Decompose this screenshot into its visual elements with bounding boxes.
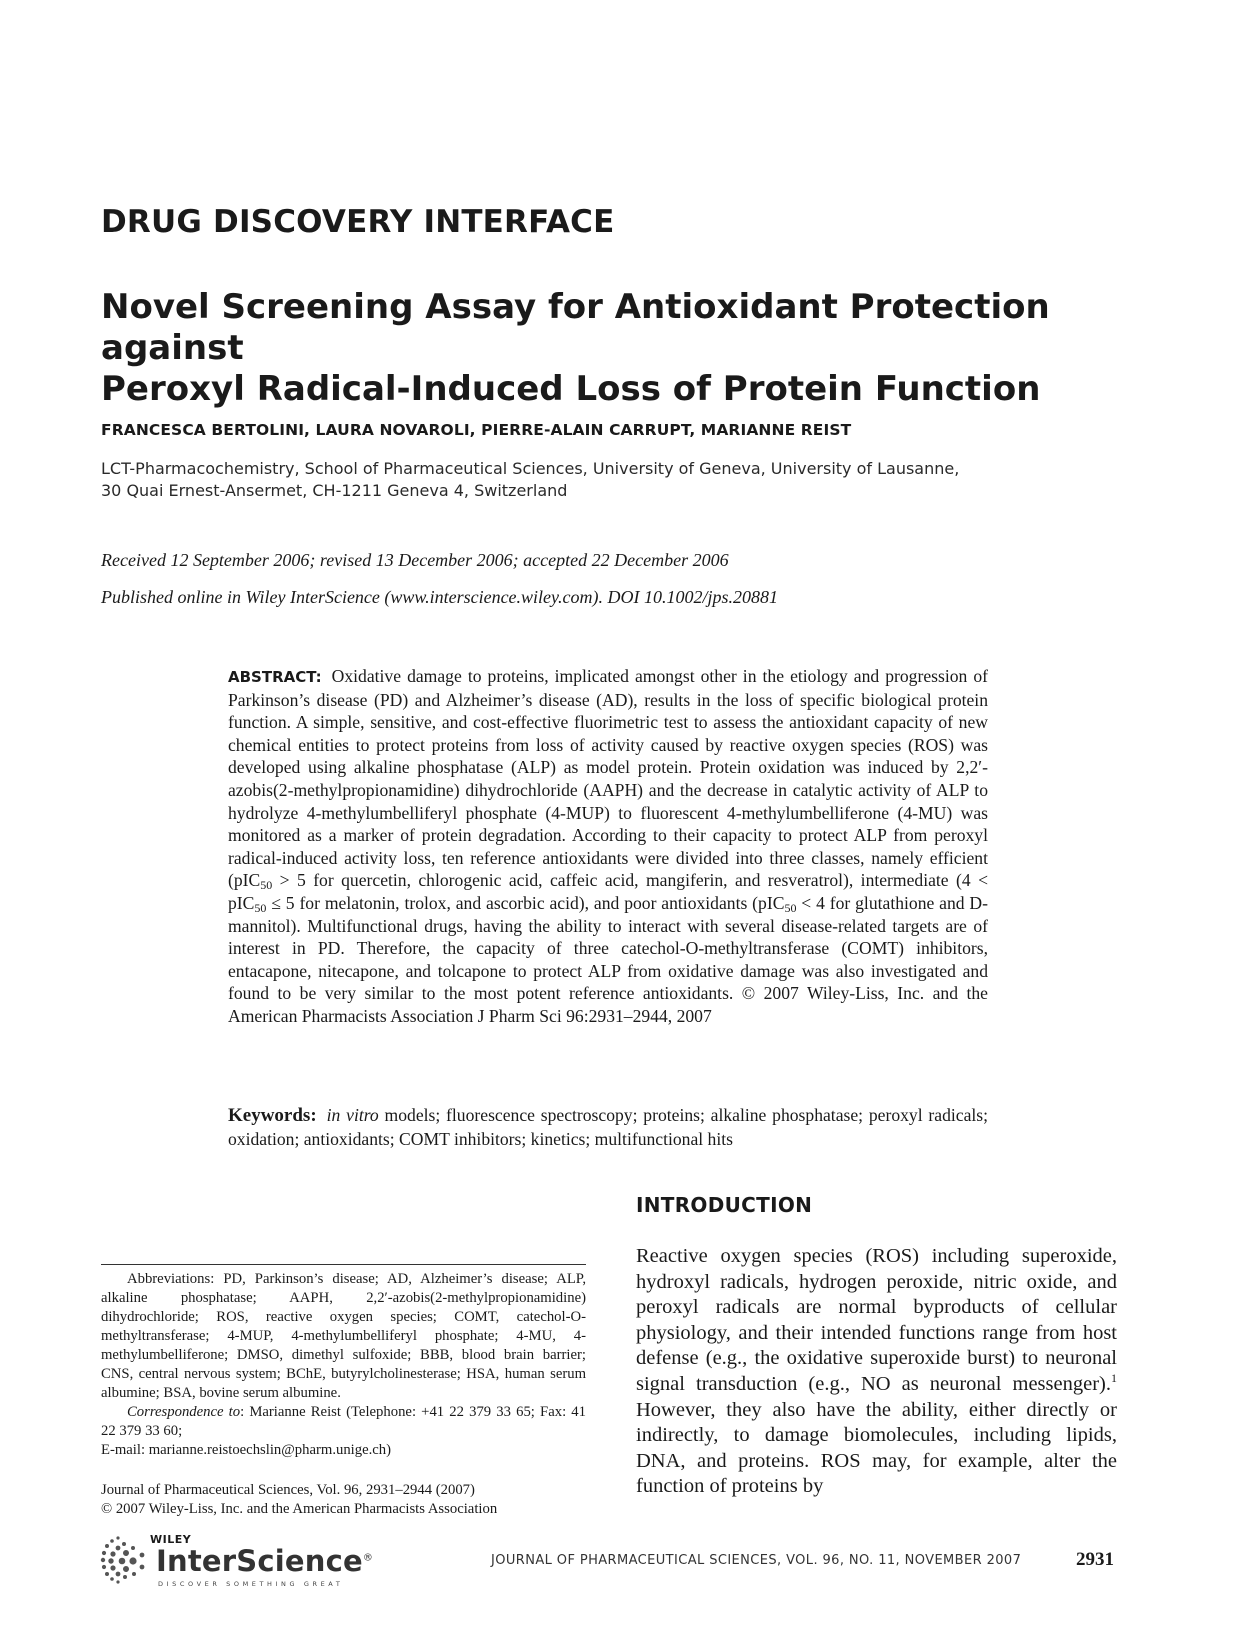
- page-number: 2931: [1076, 1549, 1114, 1570]
- logo-wiley: WILEY: [150, 1533, 192, 1546]
- subscript-50: 50: [784, 900, 797, 915]
- introduction-heading: INTRODUCTION: [636, 1193, 813, 1217]
- footnotes: [101, 1270, 586, 1460]
- article-title: [101, 287, 1111, 410]
- received-dates: Received 12 September 2006; revised 13 December 2006; accepted 22 December 2006: [101, 550, 729, 570]
- authors: FRANCESCA BERTOLINI, LAURA NOVAROLI, PIERRE-ALAIN CARRUPT, MARIANNE REIST: [101, 421, 852, 439]
- keywords: [228, 1104, 988, 1150]
- abstract-text-3: ≤ 5 for melatonin, trolox, and ascorbic acid), and poor antioxidants (pIC: [266, 892, 785, 913]
- registered-mark: ®: [362, 1552, 374, 1564]
- title-line-2: Peroxyl Radical-Induced Loss of Protein Function: [101, 369, 1041, 409]
- abstract: [228, 665, 988, 1028]
- correspondence-footnote: [101, 1403, 586, 1441]
- introduction-text: Reactive oxygen species (ROS) including superoxide, hydroxyl radicals, hydrogen peroxide, nitric oxide, and peroxyl radicals are normal byproducts of cellular physiology, and their intended functions range from host defense (e.g., the oxidative superoxide burst) to neuronal signal transduction (e.g., NO as neuronal messenger).: [636, 1245, 1117, 1395]
- keywords-label: Keywords:: [228, 1105, 317, 1126]
- correspondence-text: : Marianne Reist (Telephone: +41 22 379 33 65; Fax: 41 22 379 33 60;: [101, 1404, 586, 1439]
- email-line[interactable]: E-mail: marianne.reistoechslin@pharm.unige.ch): [101, 1442, 392, 1458]
- subscript-50: 50: [254, 900, 267, 915]
- logo-tagline: DISCOVER SOMETHING GREAT: [158, 1580, 344, 1588]
- affiliation-line-2: 30 Quai Ernest-Ansermet, CH-1211 Geneva 4, Switzerland: [101, 481, 568, 500]
- subscript-50: 50: [260, 878, 273, 893]
- logo-interscience: [156, 1544, 373, 1578]
- keywords-text: models; fluorescence spectroscopy; proteins; alkaline phosphatase; peroxyl radicals; oxidation; antioxidants; COMT inhibitors; kinetics; multifunctional hits: [228, 1105, 988, 1149]
- abstract-text-4: < 4 for glutathione and D-mannitol). Multifunctional drugs, having the ability to interact with several disease-related targets are of interest in PD. Therefore, the capacity of three catechol-O-methyltransferase (COMT) inhibitors, entacapone, nitecapone, and tolcapone to protect ALP from oxidative damage was also investigated and found to be very similar to the most potent reference antioxidants. © 2007 Wiley-Liss, Inc. and the American Pharmacists Association J Pharm Sci 96:2931–2944, 2007: [228, 892, 988, 1026]
- affiliation-line-1: LCT-Pharmacochemistry, School of Pharmaceutical Sciences, University of Geneva, University of Lausanne,: [101, 459, 960, 478]
- logo-name: InterScience: [156, 1544, 363, 1578]
- correspondence-label: Correspondence to: [127, 1404, 241, 1420]
- footnote-divider: [101, 1264, 586, 1265]
- section-label: DRUG DISCOVERY INTERFACE: [101, 204, 615, 240]
- abbreviations-footnote: Abbreviations: PD, Parkinson’s disease; AD, Alzheimer’s disease; ALP, alkaline phosphatase; AAPH, 2,2′-azobis(2-methylpropionamidine) dihydrochloride; ROS, reactive oxygen species; COMT, catechol-O-methyltransferase; 4-MUP, 4-methylumbelliferyl phosphate; 4-MU, 4-methylumbelliferone; DMSO, dimethyl sulfoxide; BBB, blood brain barrier; CNS, central nervous system; BChE, butyrylcholinesterase; HSA, human serum albumine; BSA, bovine serum albumine.: [101, 1271, 586, 1401]
- abstract-text-1: Oxidative damage to proteins, implicated amongst other in the etiology and progression of Parkinson’s disease (PD) and Alzheimer’s disease (AD), results in the loss of specific biological protein function. A simple, sensitive, and cost-effective fluorimetric test to assess the antioxidant capacity of new chemical entities to protect proteins from loss of activity caused by reactive oxygen species (ROS) was developed using alkaline phosphatase (ALP) as model protein. Protein oxidation was induced by 2,2′-azobis(2-methylpropionamidine) dihydrochloride (AAPH) and the decrease in catalytic activity of ALP to hydrolyze 4-methylumbelliferyl phosphate (4-MUP) to fluorescent 4-methylumbelliferone (4-MU) was monitored as a marker of protein degradation. According to their capacity to protect ALP from peroxyl radical-induced activity loss, ten reference antioxidants were divided into three classes, namely efficient (pIC: [228, 666, 988, 891]
- journal-line: Journal of Pharmaceutical Sciences, Vol. 96, 2931–2944 (2007): [101, 1482, 475, 1498]
- journal-citation: [101, 1481, 586, 1519]
- title-line-1: Novel Screening Assay for Antioxidant Protection against: [101, 287, 1050, 368]
- footer-journal: JOURNAL OF PHARMACEUTICAL SCIENCES, VOL. 96, NO. 11, NOVEMBER 2007: [491, 1553, 1022, 1568]
- introduction-text-2: However, they also have the ability, either directly or indirectly, to damage biomolecules, including lipids, DNA, and proteins. ROS may, for example, alter the function of proteins by: [636, 1398, 1117, 1498]
- affiliation: [101, 458, 1101, 502]
- copyright-line: © 2007 Wiley-Liss, Inc. and the American Pharmacists Association: [101, 1501, 498, 1517]
- keywords-italic: in vitro: [326, 1105, 379, 1125]
- abstract-text-2: > 5 for quercetin, chlorogenic acid, caffeic acid, mangiferin, and resveratrol), intermediate (4 < pIC: [228, 870, 988, 913]
- published-online: Published online in Wiley InterScience (www.interscience.wiley.com). DOI 10.1002/jps.20881: [101, 587, 779, 607]
- abstract-label: ABSTRACT:: [228, 668, 322, 686]
- introduction-body: [636, 1244, 1117, 1500]
- reference-1[interactable]: 1: [1111, 1371, 1117, 1386]
